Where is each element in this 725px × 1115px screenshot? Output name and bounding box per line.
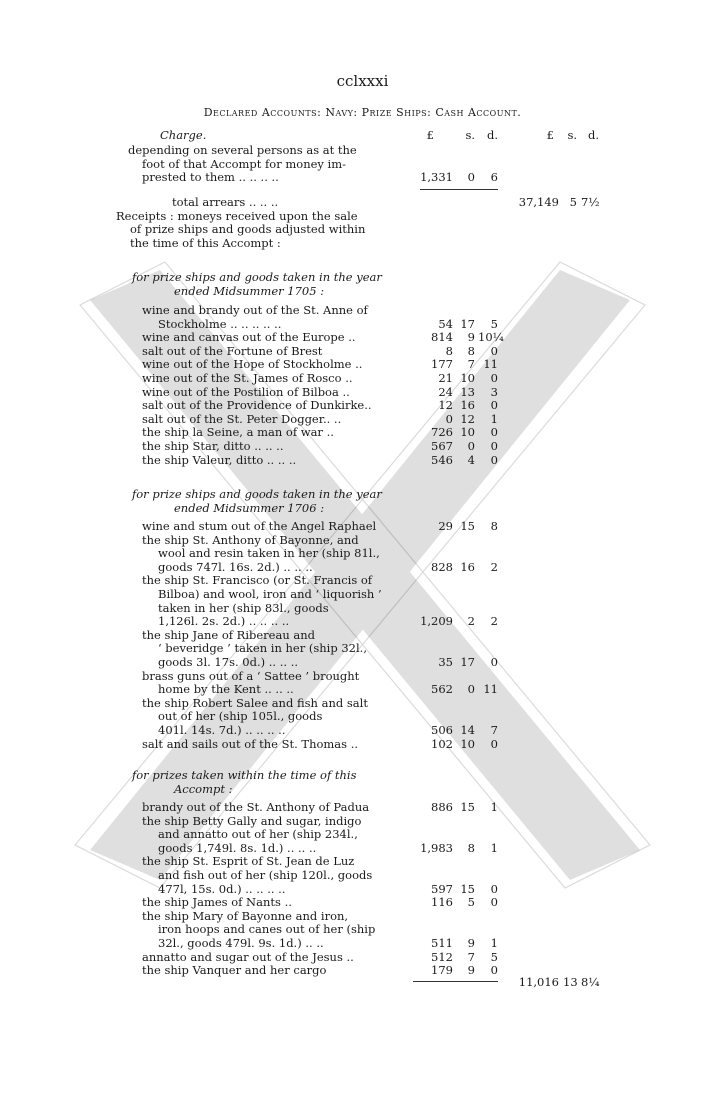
section3-line-6-pounds: 597: [431, 881, 453, 896]
section2-line-0-shillings: 15: [460, 519, 475, 533]
section1-line-1-pence: 5: [490, 316, 498, 331]
section3-line-0: [0, 800, 725, 814]
header-shilling-1: s.: [465, 128, 475, 142]
section3-line-1-text: the ship Betty Gally and sugar, indigo: [142, 813, 362, 828]
section2-line-16-pounds: 102: [431, 736, 453, 751]
section3-line-7-text: the ship James of Nants ..: [142, 895, 292, 910]
section1-line-3-text: salt out of the Fortune of Brest: [142, 343, 323, 358]
section3-title-1-text: Accompt :: [174, 781, 233, 796]
section3-line-9: [0, 922, 725, 936]
section3-line-7-pence: 0: [490, 895, 498, 910]
section1-line-6-pounds: 24: [438, 384, 453, 399]
header-pence-1: d.: [486, 128, 498, 142]
section1-line-11-pounds: 546: [431, 452, 453, 467]
section2-line-6: [0, 601, 725, 615]
section2-line-0-pence: 8: [490, 519, 498, 533]
section1-line-2-pence: 10¼: [478, 330, 504, 345]
intro-line-0-text: depending on several persons as at the: [128, 143, 357, 157]
section3-line-12-text: the ship Vanquer and her cargo: [142, 963, 327, 978]
header-pound-1: £: [426, 128, 434, 142]
section3-line-7-pounds: 116: [431, 895, 453, 910]
section1-line-10-pence: 0: [490, 439, 498, 453]
receipts-line-1: [0, 222, 725, 236]
header-shilling-2: s.: [567, 128, 577, 142]
section1-line-7-text: salt out of the Providence of Dunkirke..: [142, 398, 372, 413]
section2-line-7-pence: 2: [490, 614, 498, 629]
section2-line-16-pence: 0: [490, 736, 498, 751]
section3-line-0-shillings: 15: [460, 800, 475, 814]
section2-line-5: [0, 587, 725, 601]
section3-line-10-pence: 1: [490, 936, 498, 950]
section1-line-1: [0, 317, 725, 331]
section3-line-11-pence: 5: [490, 949, 498, 964]
section3-line-11-shillings: 7: [467, 949, 475, 964]
section2-line-13-text: the ship Robert Salee and fish and salt: [142, 695, 368, 710]
section1-line-3-pence: 0: [490, 343, 498, 358]
section3-line-6: [0, 882, 725, 896]
section2-line-10-text: goods 3l. 17s. 0d.) .. .. ..: [158, 655, 298, 669]
section2-line-10-pence: 0: [490, 655, 498, 669]
section2-line-8-text: the ship Jane of Ribereau and: [142, 627, 316, 642]
final-total: [0, 975, 725, 989]
final-total-pence: 8¼: [581, 975, 600, 989]
section1-line-5-text: wine out of the St. James of Rosco ..: [142, 371, 353, 385]
section2-line-3-pence: 2: [490, 559, 498, 574]
header-pound-2: £: [546, 128, 554, 142]
section2-line-12: [0, 682, 725, 696]
intro-line-2: [0, 170, 725, 184]
section2-line-1: [0, 533, 725, 547]
total-arrears-pence: 7½: [581, 195, 600, 209]
section3-line-6-pence: 0: [490, 881, 498, 896]
section2-line-11: [0, 669, 725, 683]
section3-line-0-pounds: 886: [431, 800, 453, 814]
section3-title-0: [0, 768, 725, 782]
section1-line-2: [0, 330, 725, 344]
section2-line-14: [0, 709, 725, 723]
section1-line-10-text: the ship Star, ditto .. .. ..: [142, 439, 284, 453]
section1-line-8-pence: 1: [490, 411, 498, 426]
section3-line-9-text: iron hoops and canes out of her (ship: [158, 922, 376, 937]
section1-line-3-pounds: 8: [445, 343, 453, 358]
section1-line-1-shillings: 17: [460, 316, 475, 331]
section1-line-3: [0, 344, 725, 358]
section3-line-4: [0, 854, 725, 868]
section1-line-5: [0, 371, 725, 385]
section1-line-9-text: the ship la Seine, a man of war ..: [142, 425, 334, 440]
section1-line-5-pounds: 21: [438, 371, 453, 385]
section1-line-4: [0, 357, 725, 371]
section2-line-16: [0, 737, 725, 751]
section1-line-10-shillings: 0: [467, 439, 475, 453]
section2-line-3-pounds: 828: [431, 559, 453, 574]
section1-line-11-shillings: 4: [467, 452, 475, 467]
intro-line-0: [0, 143, 725, 157]
section1-line-10: [0, 439, 725, 453]
intro-line-2-shillings: 0: [467, 170, 475, 185]
section3-line-3-pounds: 1,983: [420, 840, 453, 855]
section2-line-10-pounds: 35: [438, 655, 453, 669]
section2-line-13: [0, 696, 725, 710]
section1-line-2-text: wine and canvas out of the Europe ..: [142, 330, 356, 345]
section2-line-16-text: salt and sails out of the St. Thomas ..: [142, 736, 359, 751]
section3-line-5-text: and fish out of her (ship 120l., goods: [158, 868, 373, 882]
section2-title-1-text: ended Midsummer 1706 :: [174, 500, 325, 515]
section3-line-1: [0, 814, 725, 828]
section1-line-11-pence: 0: [490, 452, 498, 467]
section2-line-9: [0, 641, 725, 655]
final-total-shillings: 13: [563, 975, 578, 989]
section2-title-1: [0, 501, 725, 515]
section2-line-2-text: wool and resin taken in her (ship 81l.,: [158, 546, 380, 561]
column-headers: [0, 128, 725, 142]
section1-line-4-text: wine out of the Hope of Stockholme ..: [142, 357, 363, 372]
section1-line-1-pounds: 54: [438, 316, 453, 331]
section1-line-4-shillings: 7: [467, 357, 475, 372]
receipts-line-1-text: of prize ships and goods adjusted within: [130, 222, 366, 237]
section3-line-6-text: 477l, 15s. 0d.) .. .. .. ..: [158, 881, 286, 896]
section1-line-7-shillings: 16: [460, 398, 475, 413]
section3-line-8-text: the ship Mary of Bayonne and iron,: [142, 908, 349, 923]
section3-line-10-shillings: 9: [467, 936, 475, 950]
section2-line-15-pence: 7: [490, 723, 498, 737]
section3-line-11: [0, 950, 725, 964]
page-number: cclxxxi: [336, 72, 389, 90]
section3-line-11-pounds: 512: [431, 949, 453, 964]
section3-line-12-shillings: 9: [467, 963, 475, 978]
section1-line-2-shillings: 9: [467, 330, 475, 345]
section1-line-7: [0, 398, 725, 412]
section2-line-14-text: out of her (ship 105l., goods: [158, 709, 323, 724]
section2-line-15: [0, 723, 725, 737]
section3-line-7: [0, 895, 725, 909]
section1-line-10-pounds: 567: [431, 439, 453, 453]
section2-line-6-text: taken in her (ship 83l., goods: [158, 600, 329, 615]
section2-line-9-text: ‘ beveridge ’ taken in her (ship 32l.,: [158, 641, 367, 656]
section1-line-0: [0, 303, 725, 317]
section2-line-12-shillings: 0: [467, 682, 475, 697]
charge-label: Charge.: [160, 128, 207, 142]
total-arrears: [0, 195, 725, 209]
section1-line-7-pounds: 12: [438, 398, 453, 413]
section3-line-3-shillings: 8: [467, 840, 475, 855]
section3-line-12-pence: 0: [490, 963, 498, 978]
section2-line-0-pounds: 29: [438, 519, 453, 533]
receipts-line-2: [0, 236, 725, 250]
section3-line-2: [0, 827, 725, 841]
section1-line-6-shillings: 13: [460, 384, 475, 399]
section1-line-9-shillings: 10: [460, 425, 475, 440]
section2-line-10-shillings: 17: [460, 655, 475, 669]
section3-line-7-shillings: 5: [467, 895, 475, 910]
section2-line-15-text: 401l. 14s. 7d.) .. .. .. ..: [158, 723, 286, 737]
section1-line-4-pounds: 177: [431, 357, 453, 372]
final-total-pounds: 11,016: [518, 975, 559, 989]
section1-line-9-pounds: 726: [431, 425, 453, 440]
section2-line-12-text: home by the Kent .. .. ..: [158, 682, 294, 697]
section1-line-11: [0, 453, 725, 467]
section2-line-11-text: brass guns out of a ‘ Sattee ’ brought: [142, 668, 360, 683]
intro-line-1: [0, 157, 725, 171]
section2-line-15-pounds: 506: [431, 723, 453, 737]
section2-line-0-text: wine and stum out of the Angel Raphael: [142, 519, 377, 533]
intro-line-1-text: foot of that Accompt for money im-: [142, 156, 347, 171]
section1-line-2-pounds: 814: [431, 330, 453, 345]
section1-line-0-text: wine and brandy out of the St. Anne of: [142, 303, 368, 317]
section3-line-2-text: and annatto out of her (ship 234l.,: [158, 827, 358, 842]
section3-line-8: [0, 909, 725, 923]
section3-title-1: [0, 782, 725, 796]
section2-line-12-pence: 11: [483, 682, 498, 697]
section1-line-8-text: salt out of the St. Peter Dogger.. ..: [142, 411, 342, 426]
section1-line-8-pounds: 0: [445, 411, 453, 426]
section1-line-3-shillings: 8: [467, 343, 475, 358]
section1-title-0: [0, 270, 725, 284]
section1-line-5-pence: 0: [490, 371, 498, 385]
total-arrears-pounds: 37,149: [518, 195, 559, 209]
total-arrears-text: total arrears .. .. ..: [172, 195, 279, 209]
section2-line-3-shillings: 16: [460, 559, 475, 574]
section3-line-0-pence: 1: [490, 800, 498, 814]
section2-line-3: [0, 560, 725, 574]
section3-line-12-pounds: 179: [431, 963, 453, 978]
section3-line-0-text: brandy out of the St. Anthony of Padua: [142, 800, 370, 814]
section2-line-7-pounds: 1,209: [420, 614, 453, 629]
section1-line-9-pence: 0: [490, 425, 498, 440]
section1-line-8: [0, 412, 725, 426]
section2-line-7-text: 1,126l. 2s. 2d.) .. .. .. ..: [158, 614, 290, 629]
section2-line-4: [0, 573, 725, 587]
section2-line-16-shillings: 10: [460, 736, 475, 751]
section3-line-10: [0, 936, 725, 950]
section3-line-3: [0, 841, 725, 855]
section1-line-6-pence: 3: [490, 384, 498, 399]
section3-line-11-text: annatto and sugar out of the Jesus ..: [142, 949, 354, 964]
section1-title-1: [0, 284, 725, 298]
section1-line-8-shillings: 12: [460, 411, 475, 426]
subtotal-rule-1: [420, 189, 498, 190]
section2-line-10: [0, 655, 725, 669]
section2-title-0: [0, 487, 725, 501]
section2-line-15-shillings: 14: [460, 723, 475, 737]
section2-line-8: [0, 628, 725, 642]
section3-line-10-text: 32l., goods 479l. 9s. 1d.) .. ..: [158, 936, 324, 950]
section2-line-7-shillings: 2: [467, 614, 475, 629]
section1-line-6: [0, 385, 725, 399]
section1-line-1-text: Stockholme .. .. .. .. ..: [158, 316, 282, 331]
page-heading: Declared Accounts: Navy: Prize Ships: Cash Account.: [203, 106, 522, 119]
section1-line-4-pence: 11: [483, 357, 498, 372]
section2-line-12-pounds: 562: [431, 682, 453, 697]
section2-line-0: [0, 519, 725, 533]
section2-line-4-text: the ship St. Francisco (or St. Francis of: [142, 573, 373, 588]
header-pence-2: d.: [587, 128, 599, 142]
section1-title-0-text: for prize ships and goods taken in the year: [132, 270, 382, 284]
section2-line-3-text: goods 747l. 16s. 2d.) .. .. ..: [158, 559, 313, 574]
section1-line-9: [0, 425, 725, 439]
section1-line-11-text: the ship Valeur, ditto .. .. ..: [142, 452, 297, 467]
receipts-line-0: [0, 209, 725, 223]
section3-title-0-text: for prizes taken within the time of this: [132, 768, 357, 782]
total-arrears-shillings: 5: [569, 195, 577, 209]
section3-line-3-text: goods 1,749l. 8s. 1d.) .. .. ..: [158, 840, 317, 855]
section3-line-6-shillings: 15: [460, 881, 475, 896]
section1-line-6-text: wine out of the Postilion of Bilboa ..: [142, 384, 350, 399]
section2-line-5-text: Bilboa) and wool, iron and ‘ liquorish ’: [158, 587, 382, 601]
section3-line-5: [0, 868, 725, 882]
intro-line-2-pounds: 1,331: [420, 170, 453, 185]
section3-line-4-text: the ship St. Esprit of St. Jean de Luz: [142, 854, 355, 869]
section2-line-2: [0, 546, 725, 560]
section2-title-0-text: for prize ships and goods taken in the year: [132, 487, 382, 501]
section2-line-7: [0, 614, 725, 628]
intro-line-2-text: prested to them .. .. .. ..: [142, 170, 279, 185]
section3-line-10-pounds: 511: [431, 936, 453, 950]
section3-line-3-pence: 1: [490, 840, 498, 855]
section2-line-1-text: the ship St. Anthony of Bayonne, and: [142, 532, 359, 547]
receipts-line-2-text: the time of this Accompt :: [130, 235, 281, 250]
receipts-line-0-text: Receipts : moneys received upon the sale: [116, 208, 358, 223]
section1-line-7-pence: 0: [490, 398, 498, 413]
section1-title-1-text: ended Midsummer 1705 :: [174, 283, 325, 298]
intro-line-2-pence: 6: [490, 170, 498, 185]
section1-line-5-shillings: 10: [460, 371, 475, 385]
